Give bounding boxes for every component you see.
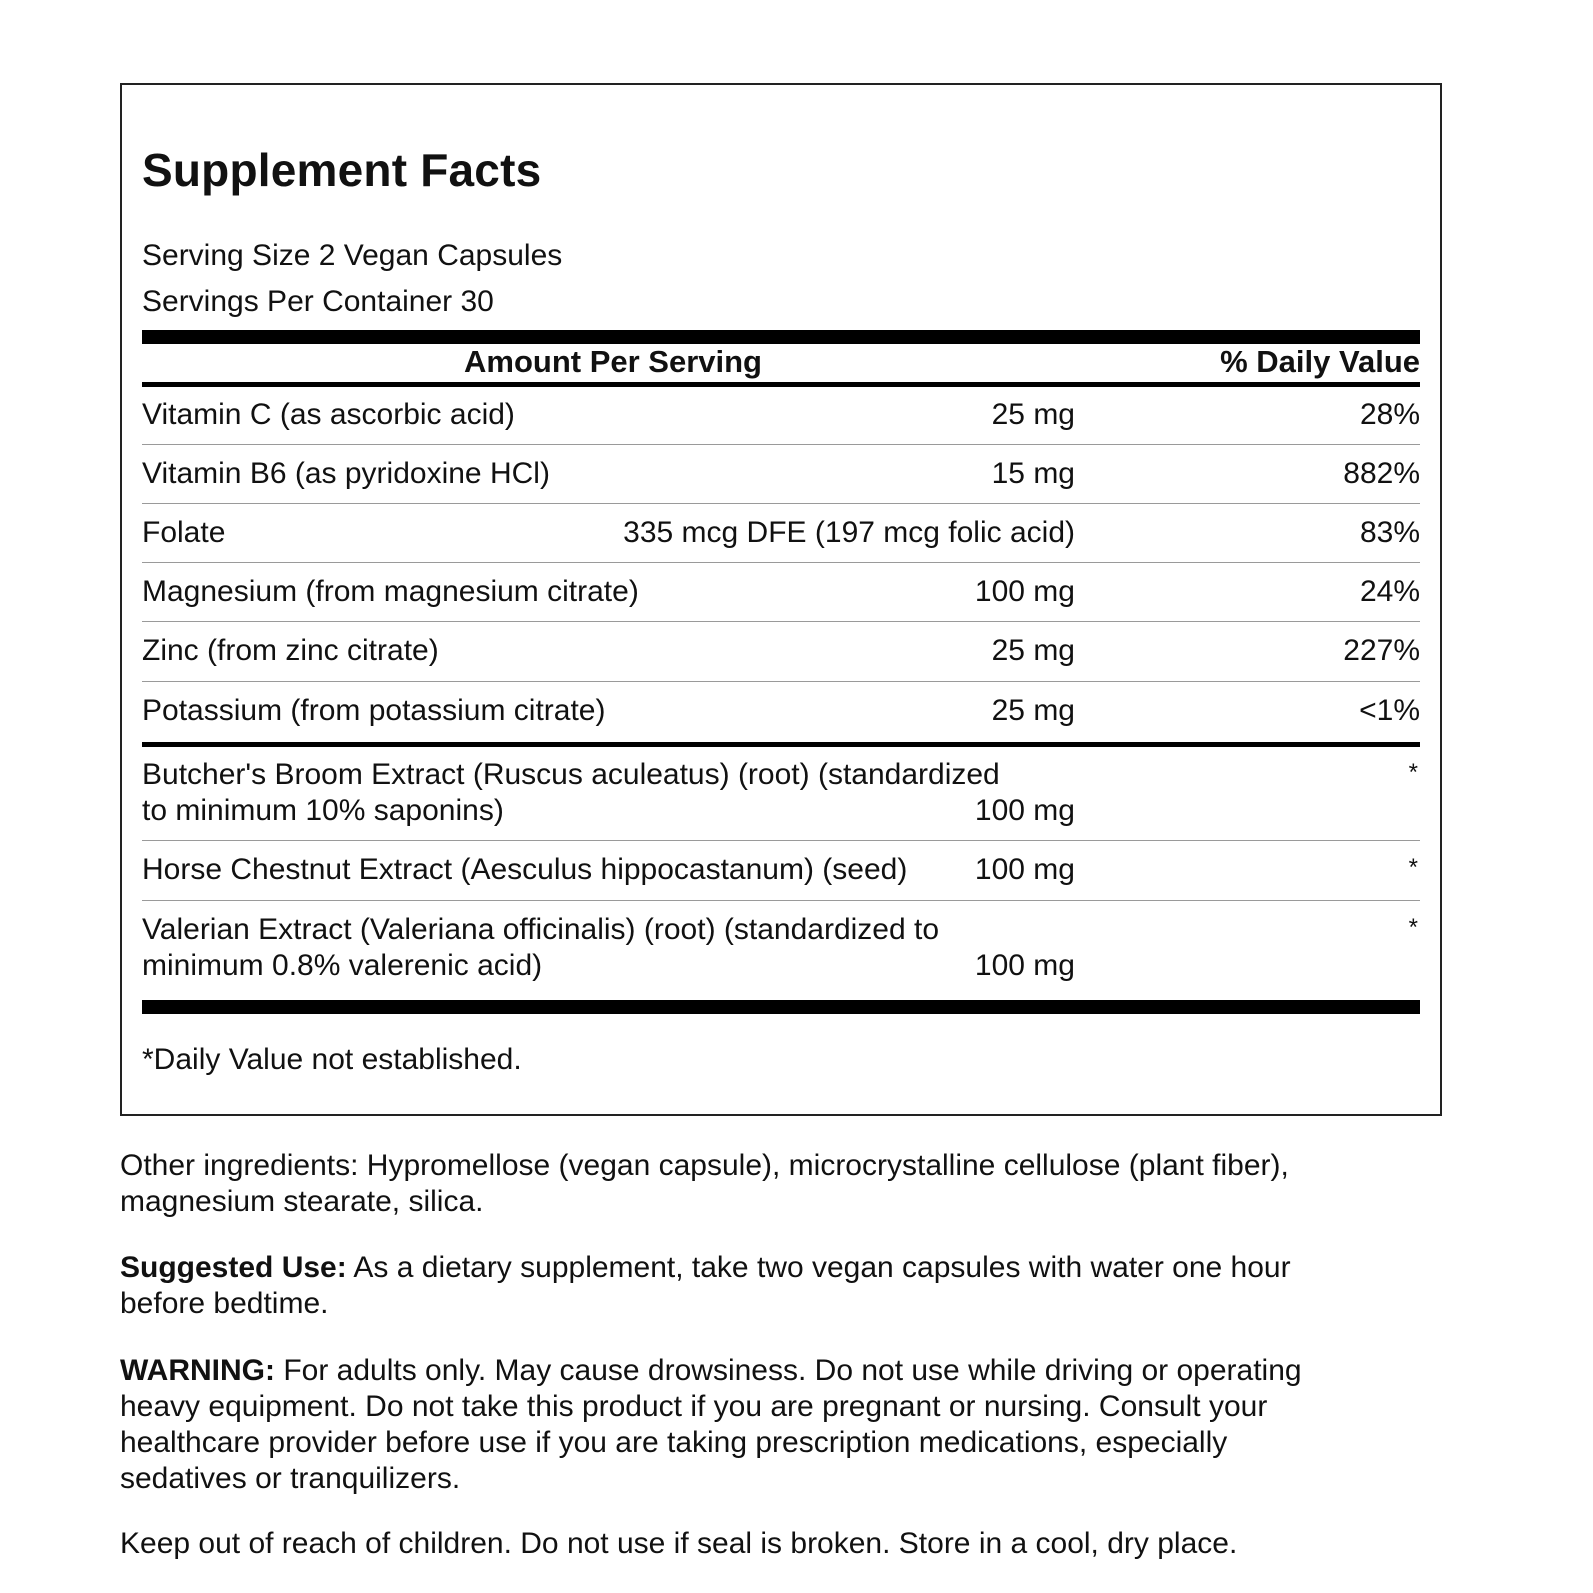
suggested-use-line2: before bedtime. (120, 1287, 329, 1320)
amount-per-serving-header: Amount Per Serving (464, 344, 762, 379)
botanical-name-line1: Horse Chestnut Extract (Aesculus hippocastanum) (seed) (142, 853, 908, 886)
serving-size: Serving Size 2 Vegan Capsules (142, 239, 563, 272)
nutrient-name: Magnesium (from magnesium citrate) (142, 575, 639, 608)
nutrient-dv: 227% (1343, 634, 1420, 667)
botanical-amount: 100 mg (974, 794, 1075, 827)
botanical-dv: * (1408, 914, 1418, 941)
row-divider (142, 621, 1420, 622)
bottom-thick-rule (142, 1000, 1420, 1014)
row-divider (142, 444, 1420, 445)
nutrient-dv: 882% (1343, 457, 1420, 490)
botanical-name-line2: to minimum 10% saponins) (142, 794, 504, 827)
warning-line1: For adults only. May cause drowsiness. Do not use while driving or operating (274, 1354, 1302, 1387)
warning (120, 1353, 1460, 1497)
nutrient-dv: 28% (1359, 398, 1420, 431)
other-ingredients (120, 1148, 1460, 1220)
page-title: Supplement Facts (142, 144, 542, 196)
suggested-use-line1: As a dietary supplement, take two vegan capsules with water one hour (346, 1251, 1291, 1284)
warning-line4: sedatives or tranquilizers. (120, 1462, 461, 1495)
storage-instructions: Keep out of reach of children. Do not use if seal is broken. Store in a cool, dry place. (120, 1527, 1238, 1560)
nutrient-name: Folate (142, 516, 226, 549)
header-rule (142, 382, 1420, 387)
nutrient-dv: <1% (1359, 694, 1420, 727)
botanical-name-line1: Butcher's Broom Extract (Ruscus aculeatus) (root) (standardized (142, 758, 1000, 791)
nutrient-dv: 83% (1359, 516, 1420, 549)
nutrient-amount: 335 mcg DFE (197 mcg folic acid) (623, 516, 1075, 549)
other-ingredients-line1: Other ingredients: Hypromellose (vegan capsule), microcrystalline cellulose (plant fiber), (120, 1149, 1289, 1182)
row-divider (142, 503, 1420, 504)
botanical-amount: 100 mg (974, 853, 1075, 886)
row-divider (142, 681, 1420, 682)
nutrient-amount: 25 mg (991, 398, 1075, 431)
daily-value-header: % Daily Value (1220, 344, 1420, 379)
footnote: *Daily Value not established. (142, 1043, 522, 1076)
botanical-dv: * (1408, 854, 1418, 881)
nutrient-amount: 100 mg (974, 575, 1075, 608)
nutrient-dv: 24% (1359, 575, 1420, 608)
other-ingredients-line2: magnesium stearate, silica. (120, 1185, 484, 1218)
row-divider (142, 840, 1420, 841)
nutrient-name: Vitamin C (as ascorbic acid) (142, 398, 515, 431)
nutrient-amount: 25 mg (991, 694, 1075, 727)
row-divider (142, 900, 1420, 901)
nutrient-amount: 15 mg (991, 457, 1075, 490)
section-rule (142, 742, 1420, 747)
suggested-use (120, 1250, 1460, 1322)
warning-label: WARNING: (120, 1354, 275, 1387)
botanical-dv: * (1408, 759, 1418, 786)
servings-per-container: Servings Per Container 30 (142, 285, 494, 318)
nutrient-name: Vitamin B6 (as pyridoxine HCl) (142, 457, 550, 490)
botanical-name-line2: minimum 0.8% valerenic acid) (142, 949, 543, 982)
nutrient-name: Zinc (from zinc citrate) (142, 634, 439, 667)
top-thick-rule (142, 330, 1420, 344)
warning-line3: healthcare provider before use if you are taking prescription medications, especially (120, 1426, 1228, 1459)
warning-line2: heavy equipment. Do not take this product if you are pregnant or nursing. Consult your (120, 1390, 1268, 1423)
nutrient-amount: 25 mg (991, 634, 1075, 667)
nutrient-name: Potassium (from potassium citrate) (142, 694, 606, 727)
botanical-amount: 100 mg (974, 949, 1075, 982)
suggested-use-label: Suggested Use: (120, 1251, 347, 1284)
row-divider (142, 562, 1420, 563)
botanical-name-line1: Valerian Extract (Valeriana officinalis) (root) (standardized to (142, 913, 940, 946)
